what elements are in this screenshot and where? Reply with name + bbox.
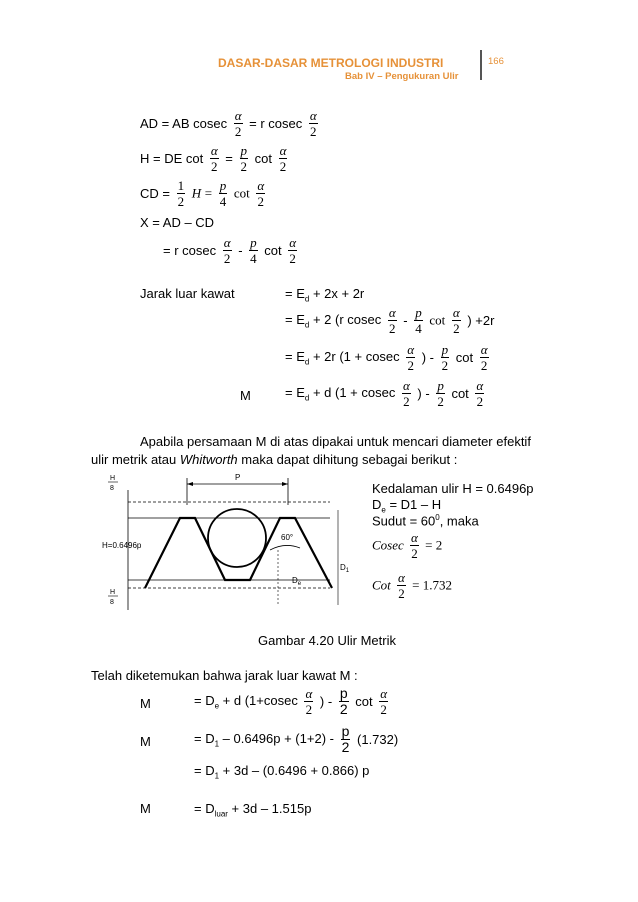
- label-h8-bot: H: [110, 589, 116, 596]
- jarak-line-1: = $E_d + 2x + 2r$: [285, 286, 365, 304]
- jarak-line-2: = $E_d + 2$ (r cosec $\frac{\alpha}{2}$ - $\frac{p}{4}$ cot $\frac{\alpha}{2}$ ) +2r: [285, 305, 495, 336]
- side-cot: Cot $\frac{\alpha}{2}$ = 1.732: [372, 570, 452, 601]
- eq-x: X = AD – CD: [140, 215, 215, 230]
- bottom-line-4: = $D_{luar} + 3d - 1.515p$: [194, 801, 312, 819]
- frac-alpha-2: $\frac{\alpha}{2}$: [234, 108, 242, 139]
- eq-x2-left: = r cosec: [163, 243, 217, 258]
- bottom-intro: Telah diketemukan bahwa jarak luar kawat M :: [91, 668, 358, 683]
- header-divider: [480, 50, 482, 80]
- label-h: H=0.6496p: [102, 541, 142, 550]
- bottom-m2-label: M: [140, 734, 151, 749]
- frac-p-2: $\frac{p}{2}$: [339, 685, 348, 717]
- jarak-label: Jarak luar kawat: [140, 286, 235, 301]
- frac-alpha-2: $\frac{\alpha}{2}$: [279, 143, 287, 174]
- side-cosec: Cosec $\frac{\alpha}{2}$ = 2: [372, 530, 443, 561]
- bottom-line-2: = $D_1 - 0.6496p + (1+2)$ - $\frac{p}{2}$ (1.732): [194, 723, 399, 755]
- label-de: $D_e$: [292, 576, 302, 587]
- frac-alpha-2: $\frac{\alpha}{2}$: [289, 235, 297, 266]
- label-h8-top: H: [110, 475, 116, 482]
- eq-h: [140, 143, 290, 174]
- svg-text:8: 8: [110, 485, 114, 492]
- page-number: 166: [488, 56, 504, 67]
- label-p: P: [235, 473, 241, 482]
- label-d1: $D_1$: [340, 563, 350, 574]
- eq-x2-cot: cot: [264, 243, 282, 258]
- frac-p-4: $\frac{p}{4}$: [250, 235, 257, 266]
- frac-alpha-2: $\frac{\alpha}{2}$: [402, 378, 410, 409]
- frac-alpha-2: $\frac{\alpha}{2}$: [398, 570, 405, 601]
- figure-caption: Gambar 4.20 Ulir Metrik: [258, 633, 396, 648]
- jarak-m-label: M: [240, 388, 251, 403]
- frac-alpha-2: $\frac{\alpha}{2}$: [305, 686, 313, 717]
- para-line-2: ulir metrik atau Whitworth maka dapat dihitung sebagai berikut :: [91, 452, 458, 467]
- frac-alpha-2: $\frac{\alpha}{2}$: [210, 143, 218, 174]
- eq-x2: [163, 235, 300, 266]
- frac-p-4: $\frac{p}{4}$: [219, 178, 227, 209]
- svg-text:8: 8: [110, 599, 114, 606]
- jarak-line-4: = $E_d + d$ (1 + cosec $\frac{\alpha}{2}$ ) - $\frac{p}{2}$ cot $\frac{\alpha}{2}$: [285, 378, 484, 409]
- frac-p-2: $\frac{p}{2}$: [441, 342, 449, 373]
- frac-alpha-2: $\frac{\alpha}{2}$: [380, 686, 388, 717]
- frac-p-4: $\frac{p}{4}$: [415, 305, 422, 336]
- header-title: DASAR-DASAR METROLOGI INDUSTRI: [218, 56, 444, 70]
- frac-alpha-2: $\frac{\alpha}{2}$: [309, 108, 317, 139]
- eq-cd-cot: cot: [233, 185, 250, 201]
- frac-alpha-2: $\frac{\alpha}{2}$: [407, 342, 415, 373]
- bottom-line-3: = $D_1 + 3d - (0.6496 + 0.866)$ p: [194, 763, 370, 781]
- bottom-m3-label: M: [140, 801, 151, 816]
- frac-p-2: $\frac{p}{2}$: [240, 143, 248, 174]
- eq-ad-left: AD = AB cosec: [140, 116, 228, 131]
- bottom-line-1: = $D_e + d$ (1+cosec $\frac{\alpha}{2}$ ) - $\frac{p}{2}$ cot $\frac{\alpha}{2}$: [194, 685, 388, 717]
- frac-alpha-2: $\frac{\alpha}{2}$: [452, 305, 460, 336]
- frac-alpha-2: $\frac{\alpha}{2}$: [411, 530, 418, 561]
- label-angle: 60°: [281, 533, 294, 542]
- eq-x2-minus: -: [238, 243, 243, 258]
- eq-cd: [140, 178, 268, 209]
- eq-h-eq: =: [225, 151, 233, 166]
- eq-ad-mid: = r cosec: [249, 116, 303, 131]
- frac-alpha-2: $\frac{\alpha}{2}$: [388, 305, 396, 336]
- side-line-3: Sudut = $60^0$, maka: [372, 513, 479, 529]
- header-subtitle: Bab IV – Pengukuran Ulir: [345, 71, 459, 82]
- eq-cd-left: CD =: [140, 186, 170, 201]
- jarak-line-3: = $E_d + 2r$ (1 + cosec $\frac{\alpha}{2}$ ) - $\frac{p}{2}$ cot $\frac{\alpha}{2}$: [285, 342, 488, 373]
- para-line-1: Apabila persamaan M di atas dipakai untuk mencari diameter efektif: [140, 434, 531, 449]
- frac-1-2: $\frac{1}{2}$: [177, 178, 185, 209]
- side-line-2: $D_e = D1 - H$: [372, 497, 442, 515]
- frac-alpha-2: $\frac{\alpha}{2}$: [476, 378, 484, 409]
- thread-figure: [100, 470, 365, 620]
- eq-ad: [140, 108, 321, 139]
- side-line-1: Kedalaman ulir H = 0.6496p: [372, 481, 534, 496]
- eq-h-cot: cot: [254, 151, 272, 166]
- frac-alpha-2: $\frac{\alpha}{2}$: [223, 235, 231, 266]
- bottom-m1-label: M: [140, 696, 151, 711]
- frac-p-2: $\frac{p}{2}$: [341, 723, 350, 755]
- frac-p-2: $\frac{p}{2}$: [437, 378, 444, 409]
- eq-cd-H: H: [191, 185, 202, 201]
- frac-alpha-2: $\frac{\alpha}{2}$: [257, 178, 265, 209]
- eq-cd-eq: =: [204, 185, 213, 201]
- eq-h-left: H = DE cot: [140, 151, 204, 166]
- frac-alpha-2: $\frac{\alpha}{2}$: [480, 342, 488, 373]
